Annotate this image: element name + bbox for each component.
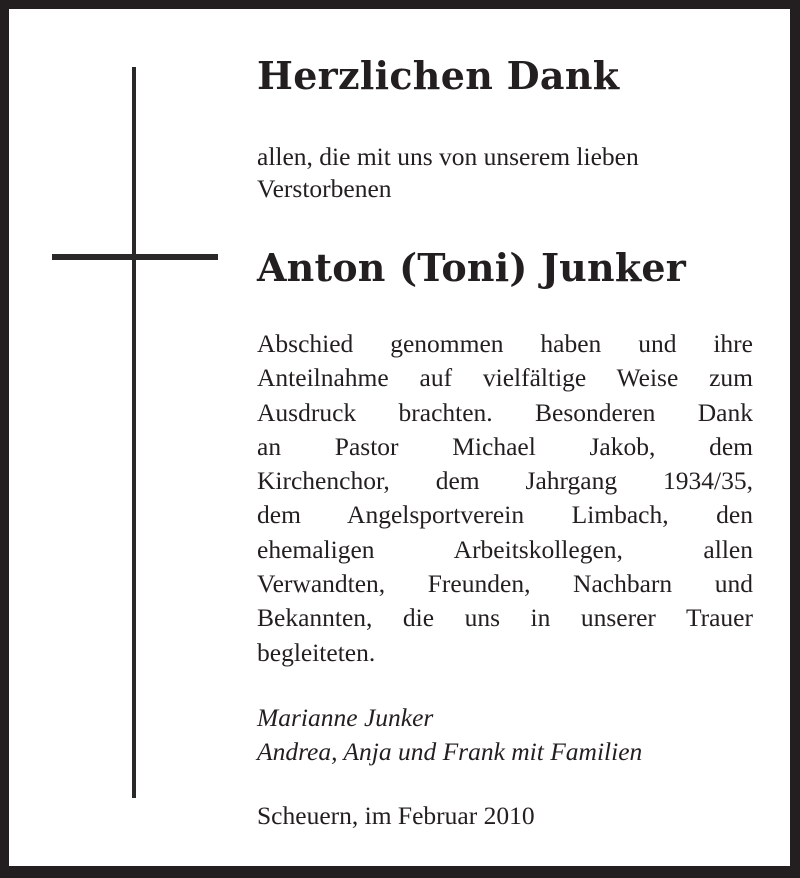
signature-line: Andrea, Anja und Frank mit Familien xyxy=(257,737,643,766)
body-line: dem Angelsportverein Limbach, den xyxy=(257,500,753,530)
cross-vertical-bar xyxy=(132,67,136,798)
body-line: Anteilnahme auf vielfältige Weise zum xyxy=(257,363,753,393)
signature-line: Marianne Junker xyxy=(257,703,434,732)
body-line: an Pastor Michael Jakob, dem xyxy=(257,431,753,461)
place-date: Scheuern, im Februar 2010 xyxy=(257,801,535,830)
signatures xyxy=(257,701,642,769)
body-line: Ausdruck brachten. Besonderen Dank xyxy=(257,397,753,427)
body-line: Abschied genommen haben und ihre xyxy=(257,329,753,358)
deceased-name: Anton (Toni) Junker xyxy=(257,245,686,290)
headline: Herzlichen Dank xyxy=(257,53,620,98)
obituary-frame xyxy=(9,9,790,866)
body-line: Bekannten, die uns in unserer Trauer xyxy=(257,603,753,633)
body-line: Verwandten, Freunden, Nachbarn und xyxy=(257,569,753,599)
thanks-body xyxy=(257,327,753,670)
body-line: begleiteten. xyxy=(257,637,376,667)
body-line: ehemaligen Arbeitskollegen, allen xyxy=(257,534,753,564)
intro-text: allen, die mit uns von unserem lieben Verstorbenen xyxy=(257,142,639,203)
body-line: Kirchenchor, dem Jahrgang 1934/35, xyxy=(257,466,753,496)
cross-horizontal-bar xyxy=(52,254,218,260)
